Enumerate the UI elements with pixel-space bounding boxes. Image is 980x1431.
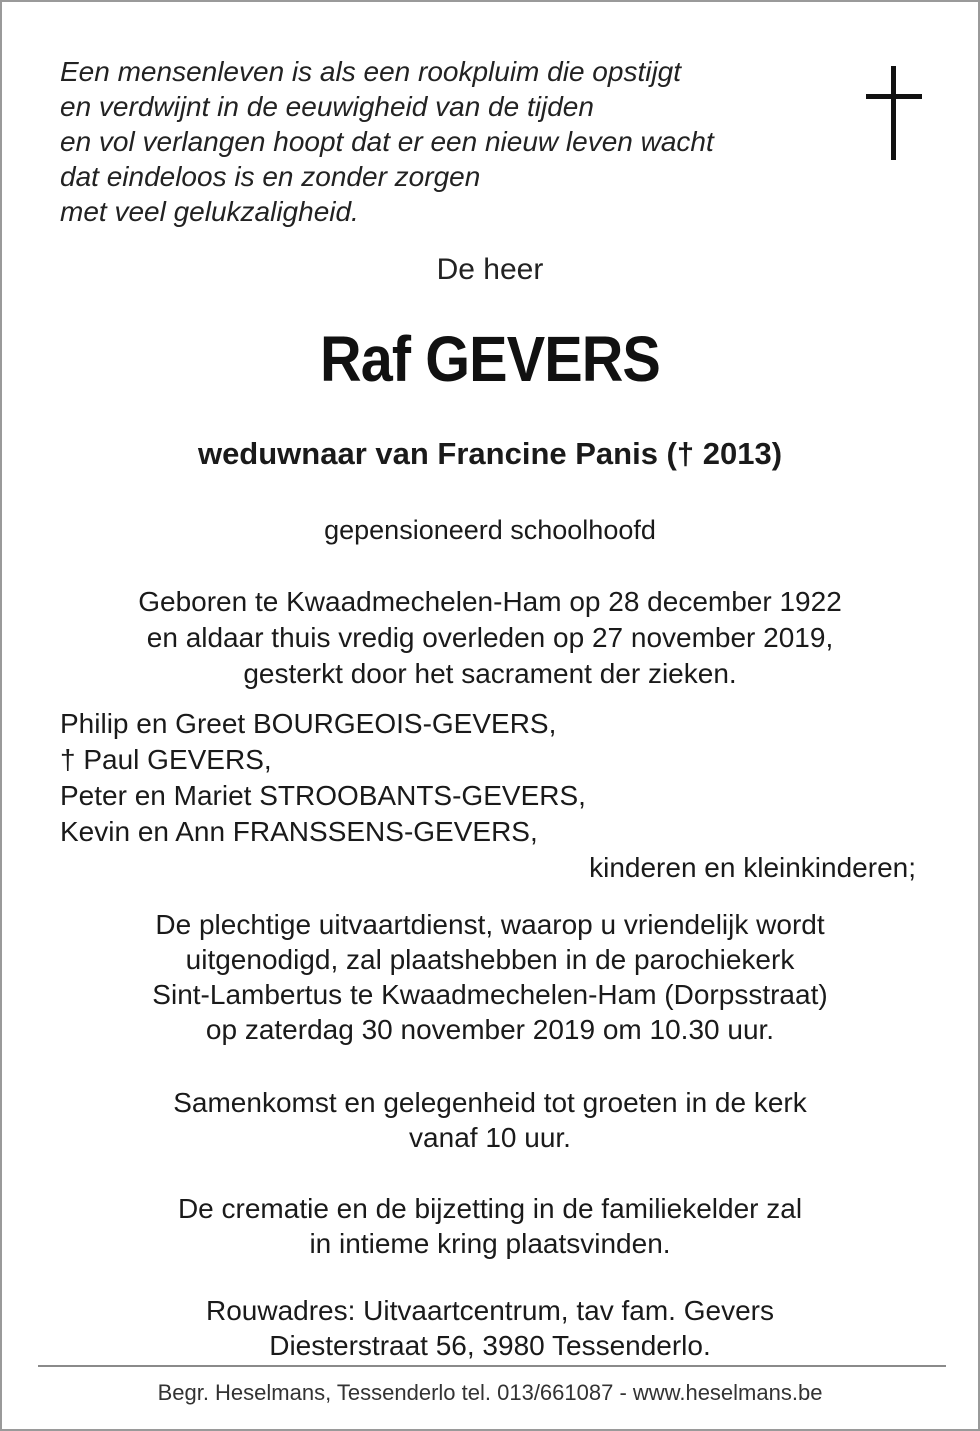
funeral-service-block: [2, 907, 978, 1047]
address-line: Rouwadres: Uitvaartcentrum, tav fam. Gevers: [206, 1295, 774, 1326]
service-line: De plechtige uitvaartdienst, waarop u vriendelijk wordt: [155, 909, 825, 940]
birth-death-block: [2, 584, 978, 692]
address-line: Diesterstraat 56, 3980 Tessenderlo.: [269, 1330, 711, 1361]
birth-death-line: gesterkt door het sacrament der zieken.: [243, 658, 737, 689]
family-member: Peter en Mariet STROOBANTS-GEVERS,: [60, 780, 586, 811]
family-member: Kevin en Ann FRANSSENS-GEVERS,: [60, 816, 538, 847]
birth-death-line: Geboren te Kwaadmechelen-Ham op 28 december 1922: [138, 586, 842, 617]
undertaker-footer: Begr. Heselmans, Tessenderlo tel. 013/661087 - www.heselmans.be: [157, 1380, 823, 1405]
deceased-title: De heer: [436, 253, 544, 286]
poem-line: Een mensenleven is als een rookpluim die opstijgt: [60, 56, 682, 87]
mourning-address: [2, 1293, 978, 1363]
family-member: Philip en Greet BOURGEOIS-GEVERS,: [60, 708, 557, 739]
service-line: Sint-Lambertus te Kwaadmechelen-Ham (Dorpsstraat): [152, 979, 828, 1010]
cremation-line: in intieme kring plaatsvinden.: [309, 1228, 671, 1259]
poem-line: dat eindeloos is en zonder zorgen: [60, 161, 481, 192]
service-line: op zaterdag 30 november 2019 om 10.30 uur.: [205, 1014, 775, 1045]
poem: [60, 54, 820, 229]
cremation-block: [2, 1191, 978, 1261]
deceased-name: Raf GEVERS: [320, 323, 660, 395]
family-list: [60, 706, 920, 886]
meeting-line: vanaf 10 uur.: [409, 1122, 571, 1153]
footer-divider: [38, 1365, 946, 1367]
occupation: gepensioneerd schoolhoofd: [324, 515, 656, 545]
cremation-line: De crematie en de bijzetting in de familiekelder zal: [177, 1193, 803, 1224]
cross-icon: [866, 66, 922, 160]
meeting-block: [2, 1085, 978, 1155]
poem-line: met veel gelukzaligheid.: [60, 196, 359, 227]
poem-line: en vol verlangen hoopt dat er een nieuw leven wacht: [60, 126, 714, 157]
service-line: uitgenodigd, zal plaatshebben in de parochiekerk: [185, 944, 795, 975]
meeting-line: Samenkomst en gelegenheid tot groeten in de kerk: [173, 1087, 807, 1118]
poem-line: en verdwijnt in de eeuwigheid van de tijden: [60, 91, 594, 122]
family-closing: kinderen en kleinkinderen;: [589, 852, 916, 883]
family-member: † Paul GEVERS,: [60, 744, 272, 775]
spouse-line: weduwnaar van Francine Panis († 2013): [197, 436, 783, 471]
birth-death-line: en aldaar thuis vredig overleden op 27 november 2019,: [146, 622, 834, 653]
